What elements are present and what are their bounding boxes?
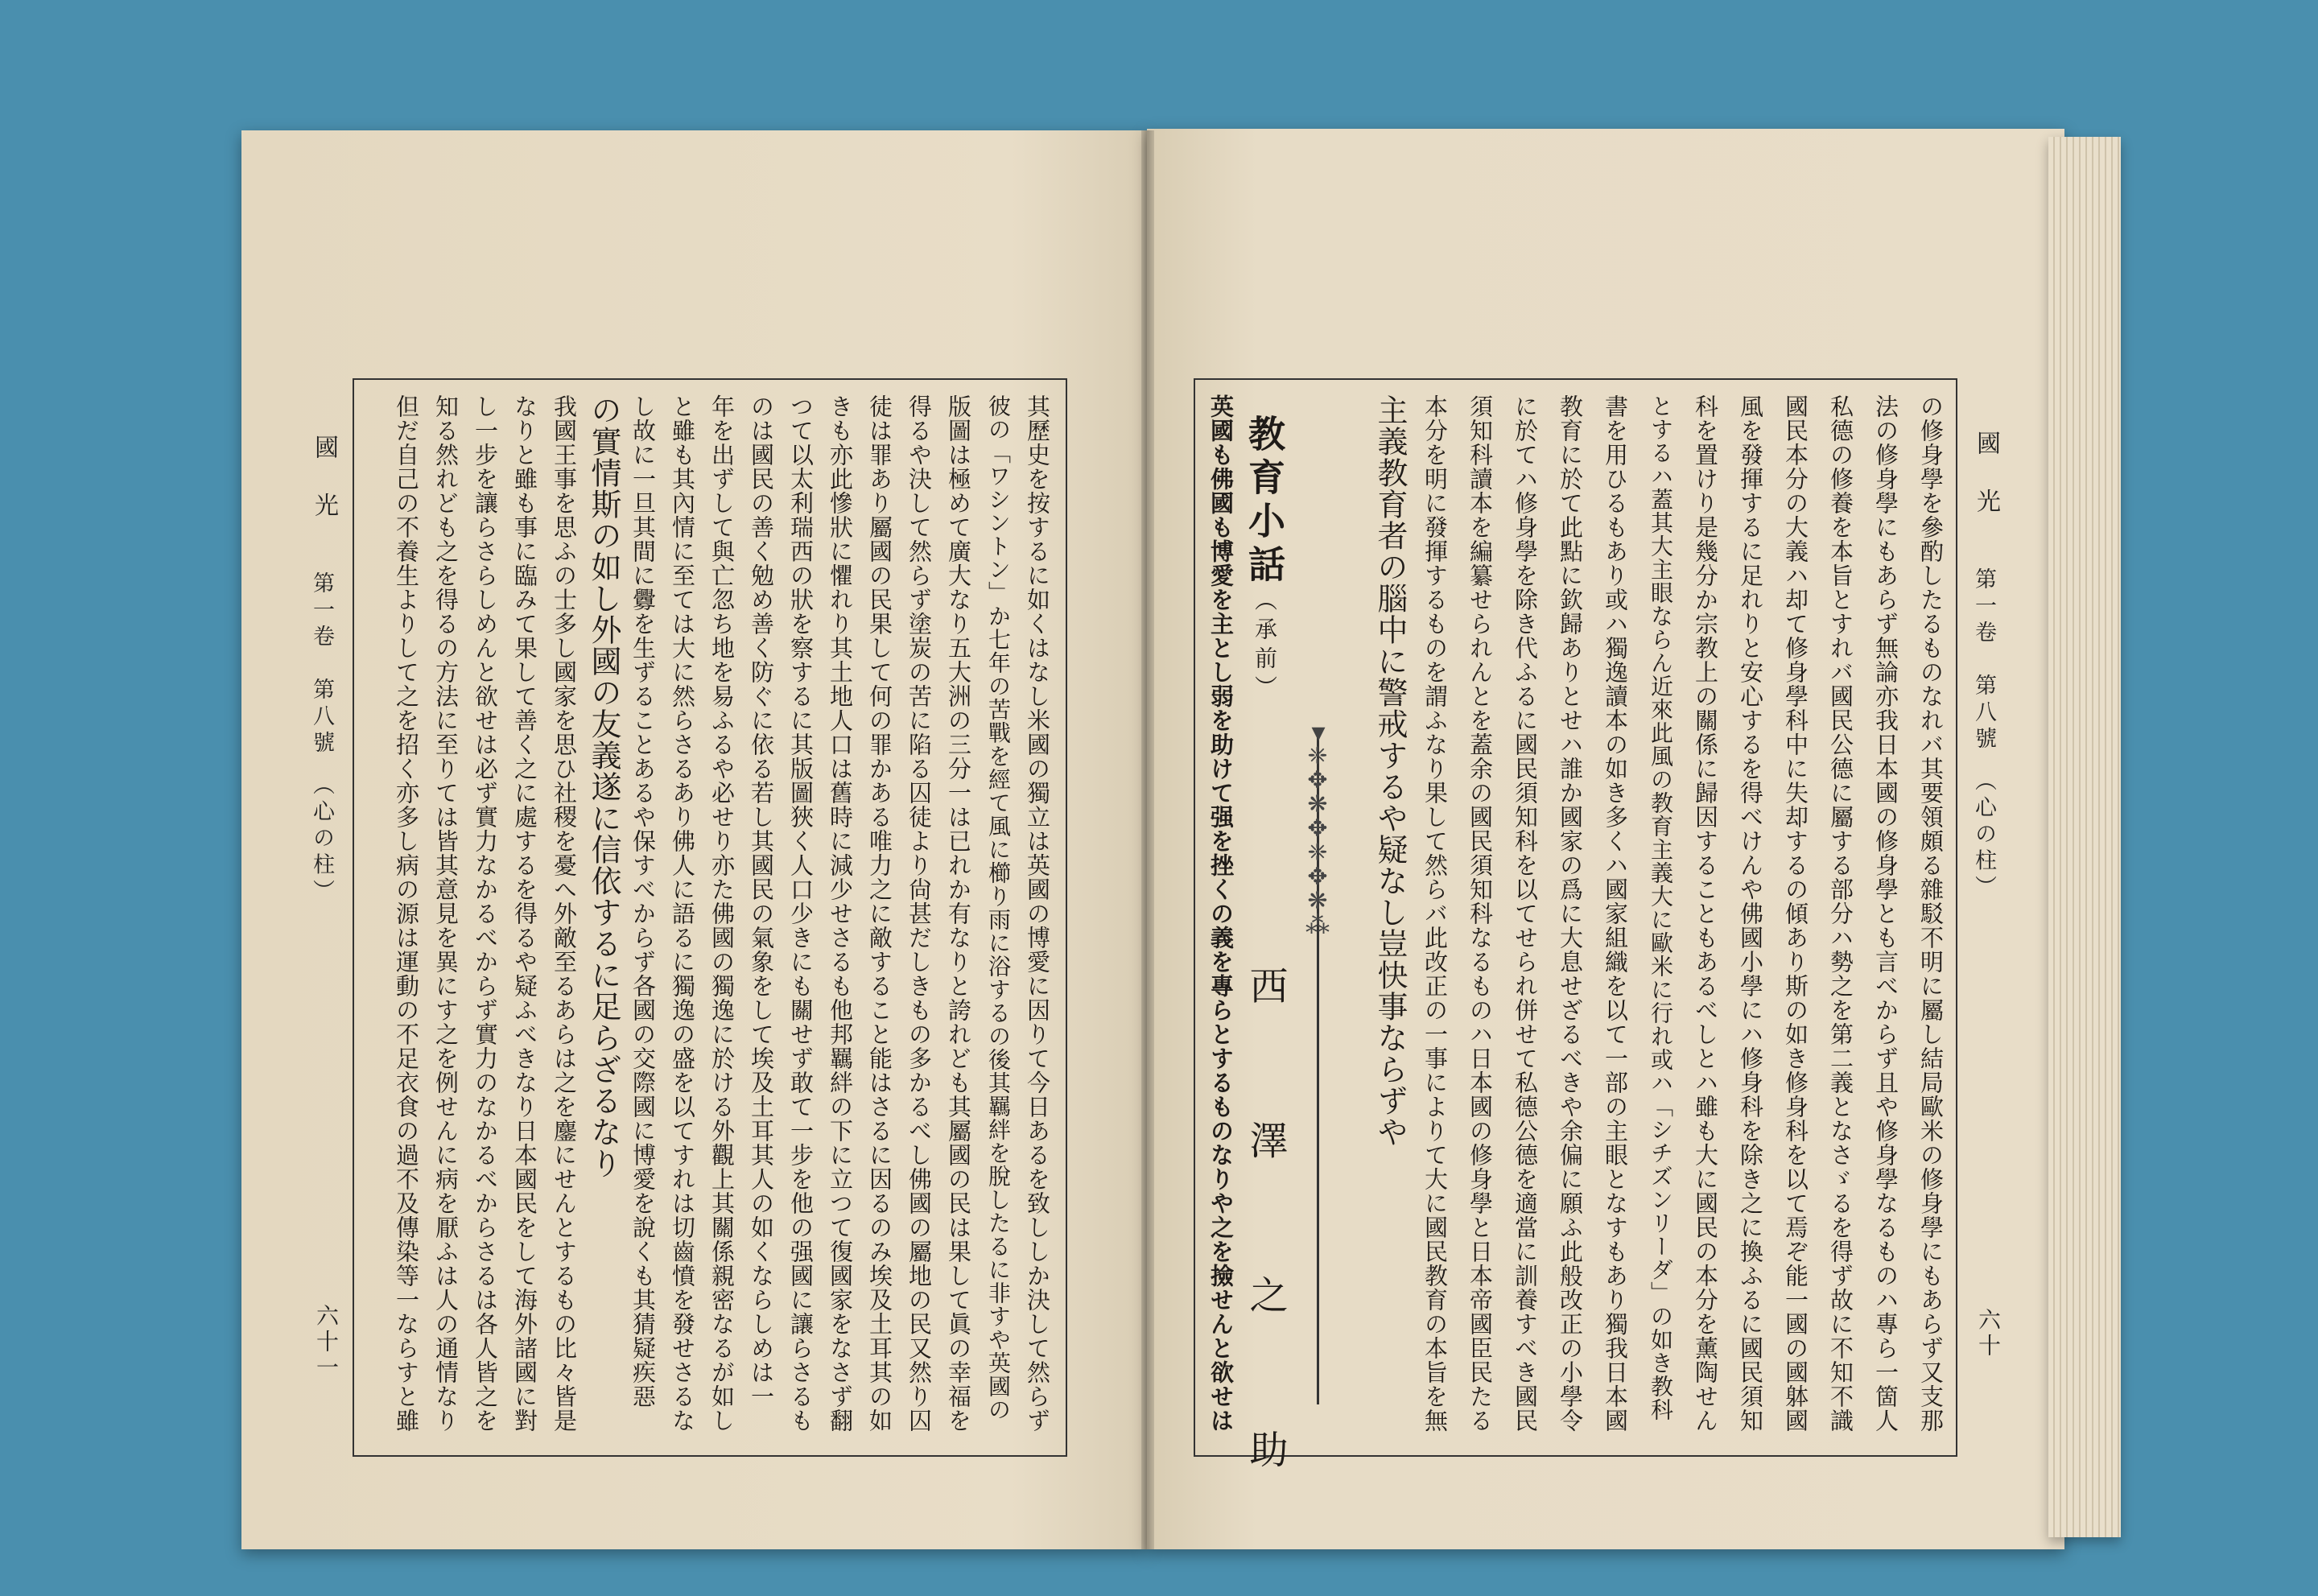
left-header-title: 國 光 [310, 435, 338, 522]
right-text-column: 本分を明に發揮するものを謂ふなり果して然らバ此改正の一事によりて大に國民教育の本旨を無 [1421, 394, 1449, 1433]
right-text-column: 科を置けり是幾分か宗教上の關係に歸因することもあるべしとハ雖も大に國民の本分を薰陶せん [1692, 394, 1719, 1433]
left-page-frame-left [353, 378, 354, 1457]
left-page-frame-right [1066, 378, 1067, 1457]
right-header-title: 國 光 [1972, 431, 2000, 518]
left-text-column: 我國王事を思ふの士多し國家を思ひ社稷を憂へ外敵至るあらは之を鏖にせんとするもの比々皆是 [551, 394, 578, 1433]
right-page-frame-bottom [1195, 1455, 1957, 1457]
left-page-number: 六十一 [313, 1304, 340, 1381]
left-text-column: きも亦此慘狀に懼れり其土地人口は舊時に減少せさるも他邦羈絆の下に立つて復國家をなさず翻 [827, 394, 854, 1433]
right-text-column: とするハ蓋其大主眼ならん近來此風の教育主義大に歐米に行れ或ハ「シチズンリーダ」の如き教科 [1648, 394, 1674, 1421]
left-text-column: し故に一旦其間に釁を生ずることあるや保すべからず各國の交際國に博愛を說くも其猜疑疾惡 [629, 394, 657, 1408]
right-text-column: 須知科讀本を編纂せられんとを蓋余の國民須知科なるものハ日本國の修身學と日本帝國臣民たる [1466, 394, 1494, 1433]
left-text-column: 知る然れども之を得るの方法に至りては皆其意見を異にす之を例せんに病を厭ふは人の通情なり [432, 394, 460, 1433]
right-page-frame-top [1195, 378, 1957, 380]
left-page-frame-top [354, 378, 1067, 380]
left-text-column: 年を出ずして與亡忽ち地を易ふるや必せり亦た佛國の獨逸に於ける外觀上其關係親密なるが如し [708, 394, 736, 1433]
right-text-column: 風を發揮するに足れりと安心するを得べけんや佛國小學にハ修身科を除き之に換ふるに國民須知 [1737, 394, 1764, 1433]
right-text-column: に於てハ修身學を除き代ふるに國民須知科を以てせられ併せて私德公德を適當に訓養すべき國民 [1512, 394, 1539, 1433]
ornament-flourish-icon: ❈ ✥ ❋ ✥ ❈ ✥ ❋ ⁂ [1305, 742, 1330, 939]
right-header-issue: 第一卷 第八號 （心の柱） [1971, 567, 1996, 902]
left-header-issue: 第一卷 第八號 （心の柱） [309, 571, 334, 906]
article-title: 教育小話（承前） [1243, 414, 1286, 704]
left-text-column: 徒は罪あり屬國の民果して何の罪かある唯力之に敵すること能はさるに因るのみ埃及土耳其の如 [866, 394, 893, 1433]
book-gutter [1141, 130, 1154, 1549]
left-text-column: つて以太利瑞西の狀を察するに其版圖狹く人口少きにも關せず敢て一步を他の强國に讓らさるも [787, 394, 815, 1433]
right-page-frame-left [1194, 378, 1195, 1457]
left-text-column: 得るや決して然らず塗炭の苦に陷る囚徒より尙甚だしきもの多かるべし佛國の屬地の民又然り囚 [905, 394, 933, 1433]
right-text-column: 教育に於て此點に欽歸ありとせハ誰か國家の爲に大息せざるべきや余偏に願ふ此般改正の小學令 [1557, 394, 1584, 1433]
left-text-column: の實情斯の如し外國の友義遂に信依するに足らざるなり [586, 394, 621, 1179]
left-text-column: 彼の「ワシントン」か七年の苦戰を經て風に櫛り雨に浴するの後其羈絆を脫したるに非すや英國の [985, 394, 1012, 1421]
article-subtitle: （承前） [1252, 588, 1278, 704]
right-page-number: 六十 [1975, 1308, 2002, 1359]
left-text-column: なりと雖も事に臨みて果して善く之に處するを得るや疑ふべきなり日本國民をして海外諸國に對 [511, 394, 538, 1433]
right-text-column: 國民本分の大義ハ却て修身學科中に失却するの傾あり斯の如き修身科を以て焉ぞ能一國の國躰國 [1782, 394, 1809, 1433]
right-page-frame-right [1956, 378, 1957, 1457]
right-text-column: 主義教育者の腦中に警戒するや疑なし豈快事ならずや [1372, 394, 1408, 1148]
left-text-column: と雖も其內情に至ては大に然らさるあり佛人に語るに獨逸の盛を以てすれは切齒憤を發せさるな [669, 394, 696, 1433]
ornament-top: ▾ [1311, 716, 1326, 749]
left-text-column: 其歷史を按するに如くはなし米國の獨立は英國の博愛に因りて今日あるを致ししか決して然らず [1024, 394, 1051, 1433]
left-text-column: 但だ自己の不養生よりして之を招く亦多し病の源は運動の不足衣食の過不及傳染等一ならすと雖 [393, 394, 420, 1433]
right-text-column: 法の修身學にもあらず無論亦我日本國の修身學とも言べからず且や修身學なるものハ專ら一箇人 [1872, 394, 1899, 1433]
left-text-column: し一步を讓らさらしめんと欲せは必ず實力なかるべからず實力のなかるべからさるは各人皆之を [472, 394, 499, 1433]
article-author: 西 澤 之 助 [1243, 966, 1288, 1507]
right-text-column: 書を用ひるもあり或ハ獨逸讀本の如き多くハ國家組織を以て一部の主眼となすもあり獨我日本國 [1602, 394, 1629, 1433]
page-edges [2048, 137, 2121, 1537]
left-text-column: 版圖は極めて廣大なり五大洲の三分一は已れか有なりと誇れども其屬國の民は果して眞の幸福を [945, 394, 972, 1433]
right-text-column: 私德の修養を本旨とすれバ國民公德に屬する部分ハ勢之を第二義となさゞるを得ず故に不知不識 [1827, 394, 1854, 1433]
left-text-column: のは國民の善く勉め善く防ぐに依る若し其國民の氣象をして埃及土耳其人の如くならしめは一 [748, 394, 775, 1408]
left-page-frame-bottom [354, 1455, 1067, 1457]
right-text-column: の修身學を參酌したるものなれバ其要領頗る雜駁不明に屬し結局歐米の修身學にもあらず又支那 [1917, 394, 1945, 1433]
article-first-column: 英國も佛國も博愛を主とし弱を助けて强を挫くの義を專らとするものなりや之を撿せんと欲せは [1207, 394, 1235, 1433]
